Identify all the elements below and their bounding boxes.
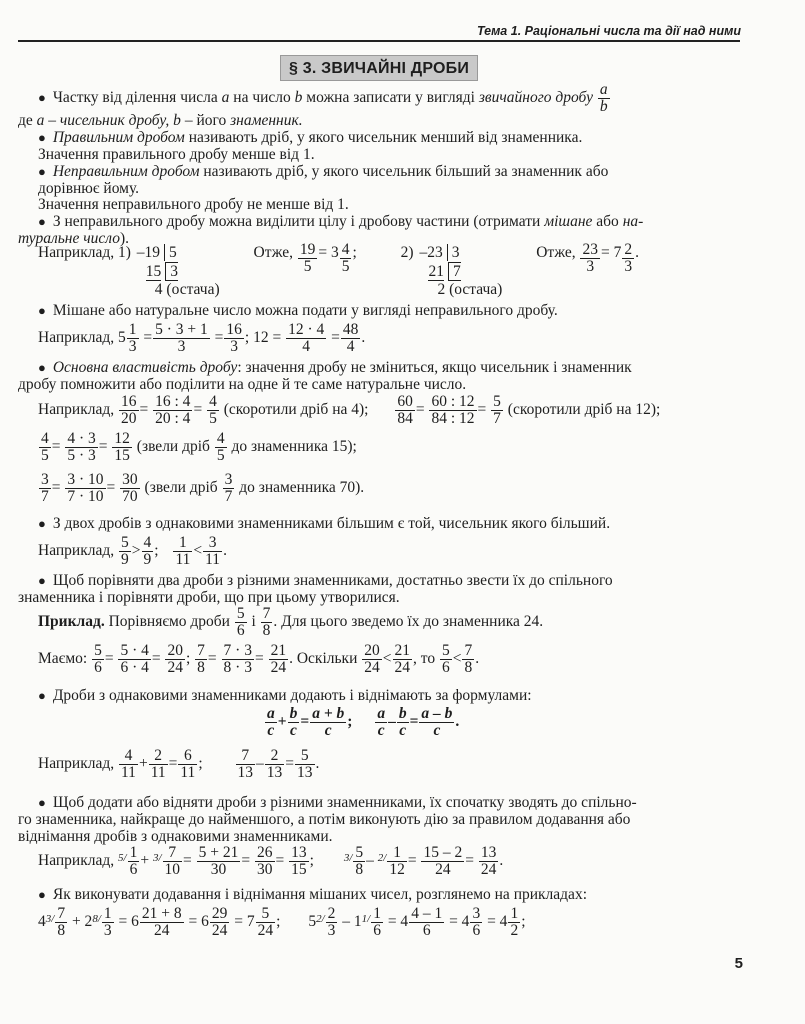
text-line: ● Правильним дробом називають дріб, у якого чисельник менший від знаменника. — [38, 129, 583, 146]
text-line: ● Мішане або натуральне число можна подати у вигляді неправильного дробу. — [38, 302, 558, 319]
example-line: $\frac{3}{7}$ = $\frac{3 \cdot 10}{7 \cdot 10}$ = $\frac{30}{70}$ (звели дріб $\frac{3}{7}$ до знаменника 70). — [41, 471, 365, 505]
definition-line: ● Частку від ділення числа a на число b можна записати у вигляді звичайного дробу $\frac{a}{b}$ — [38, 81, 608, 115]
long-division-1: –19 5 15 3 4 (остача) — [136, 244, 220, 299]
bullet-icon: ● — [38, 214, 46, 229]
example-line: Наприклад, $\frac{5}{9}$ > $\frac{4}{9}$ ; $\frac{1}{11}$ < $\frac{3}{11}$ . — [38, 534, 227, 568]
text-line: го знаменника, найкраще до найменшого, а потім виконують дію за правилом додавання або — [18, 811, 631, 828]
running-title: Тема 1. Раціональні числа та дії над ними — [476, 24, 741, 38]
long-division-2: –23 3 21 7 2 (остача) — [419, 244, 503, 299]
example-line: $4^{3/}$ $\frac{7}{8}$ + $2^{8/}$ $\frac{1}{3}$ = 6 $\frac{21 + 8}{24}$ = 6 $\frac{29}{24}$ = 7 $\frac{5}{24}$ ; $5^{2/}$ $\frac{2}{3}$ – $1^{1/}$ $\frac{1}{6}$ = 4 $\frac{4 - 1}{6}$ = 4 $\frac{3}{6}$ = 4 $\frac{1}{2}$ ; — [38, 905, 526, 939]
bullet-icon: ● — [38, 164, 46, 179]
text-line: ● Основна властивість дробу: значення дробу не зміниться, якщо чисельник і знаменник — [38, 359, 632, 376]
example-division: Наприклад, 1) –19 5 15 3 4 (остача) Отже, $\frac{19}{5}$ = 3 $\frac{4}{5}$ ; 2) –23 3 21 7 2 (остача) Отже, $\frac{23}{3}$ = 7 $\frac{2}{3}$ . — [38, 241, 639, 299]
bullet-icon: ● — [38, 303, 46, 318]
section-title: § 3. ЗВИЧАЙНІ ДРОБИ — [280, 55, 478, 81]
text-line: ● З двох дробів з однаковими знаменниками більшим є той, чисельник якого більший. — [38, 515, 611, 532]
example-line: Наприклад, $\frac{16}{20}$ = $\frac{16 : 4}{20 : 4}$ = $\frac{4}{5}$ (скоротили дріб на 4); $\frac{60}{84}$ = $\frac{60 : 12}{84 : 12}$ = $\frac{5}{7}$ (скоротили дріб на 12); — [38, 393, 661, 427]
text-line: дробу помножити або поділити на одне й те саме натуральне число. — [18, 376, 467, 393]
formula-line: $\frac{a}{c}$ + $\frac{b}{c}$ = $\frac{a + b}{c}$ ; $\frac{a}{c}$ – $\frac{b}{c}$ = $\frac{a - b}{c}$ . — [267, 705, 460, 739]
bullet-icon: ● — [38, 573, 46, 588]
bullet-icon: ● — [38, 360, 46, 375]
text-line: де a – чисельник дробу, b – його знаменник. — [18, 112, 303, 129]
text-line: дорівнює йому. — [38, 180, 140, 197]
text-line: ● Дроби з однаковими знаменниками додають і віднімають за формулами: — [38, 687, 532, 704]
bullet-icon: ● — [38, 887, 46, 902]
text-line: Значення неправильного дробу не менше від 1. — [38, 196, 349, 213]
example-line: Наприклад, 5 $\frac{1}{3}$ = $\frac{5 \cdot 3 + 1}{3}$ = $\frac{16}{3}$ ; 12 = $\frac{12 \cdot 4}{4}$ = $\frac{48}{4}$ . — [38, 321, 366, 355]
fraction: $\frac{a}{b}$ — [599, 81, 608, 115]
bullet-icon: ● — [38, 130, 46, 145]
bullet-icon: ● — [38, 516, 46, 531]
text-line: ● Як виконувати додавання і віднімання мішаних чисел, розглянемо на прикладах: — [38, 886, 587, 903]
text-line: ● Неправильним дробом називають дріб, у якого чисельник більший за знаменник або — [38, 163, 609, 180]
text-line: Значення правильного дробу менше від 1. — [38, 146, 315, 163]
example-line: Приклад. Порівняємо дроби $\frac{5}{6}$ і $\frac{7}{8}$ . Для цього зведемо їх до знаменника 24. — [38, 605, 544, 639]
text-line: знаменника і порівняти дроби, що при цьому утворилися. — [18, 589, 400, 606]
text-line: ● Щоб додати або відняти дроби з різними знаменниками, їх спочатку зводять до спільно- — [38, 794, 637, 811]
text-line: віднімання дробів з однаковими знаменниками. — [18, 828, 333, 845]
text-line: ● Щоб порівняти два дроби з різними знаменниками, достатньо звести їх до спільного — [38, 572, 613, 589]
bullet-icon: ● — [38, 795, 46, 810]
example-line: Наприклад, $\frac{4}{11}$ + $\frac{2}{11}$ = $\frac{6}{11}$ ; $\frac{7}{13}$ – $\frac{2}{13}$ = $\frac{5}{13}$ . — [38, 747, 320, 781]
example-line: Маємо: $\frac{5}{6}$ = $\frac{5 \cdot 4}{6 \cdot 4}$ = $\frac{20}{24}$ ; $\frac{7}{8}$ = $\frac{7 \cdot 3}{8 \cdot 3}$ = $\frac{21}{24}$ . Оскільки $\frac{20}{24}$ < $\frac{21}{24}$ , то $\frac{5}{6}$ < $\frac{7}{8}$ . — [38, 642, 480, 676]
text-line: ● З неправильного дробу можна виділити цілу і дробову частини (отримати мішане або на- — [38, 213, 644, 230]
page-number: 5 — [734, 955, 743, 972]
example-line: Наприклад, $^{5/}$ $\frac{1}{6}$ + $^{3/}$ $\frac{7}{10}$ = $\frac{5 + 21}{30}$ = $\frac{26}{30}$ = $\frac{13}{15}$ ; $^{3/}$ $\frac{5}{8}$ – $^{2/}$ $\frac{1}{12}$ = $\frac{15 - 2}{24}$ = $\frac{13}{24}$ . — [38, 844, 504, 878]
bullet-icon: ● — [38, 688, 46, 703]
text-line: туральне число). — [18, 230, 130, 247]
bullet-icon: ● — [38, 89, 46, 105]
header-rule — [18, 40, 740, 42]
example-line: $\frac{4}{5}$ = $\frac{4 \cdot 3}{5 \cdot 3}$ = $\frac{12}{15}$ (звели дріб $\frac{4}{5}$ до знаменника 15); — [41, 430, 357, 464]
